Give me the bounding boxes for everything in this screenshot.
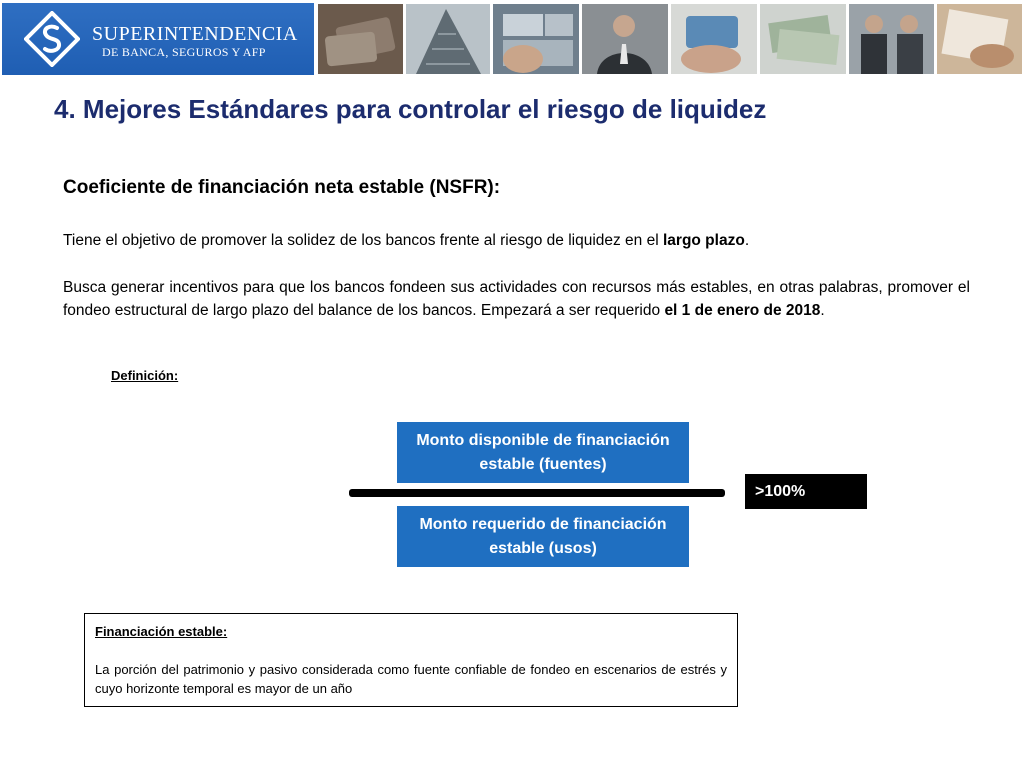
header-banner	[0, 0, 1024, 78]
definition-note-box	[84, 613, 738, 707]
denominator-box	[397, 506, 689, 567]
keyboard-photo	[493, 4, 579, 74]
note-title: Financiación estable:	[95, 624, 228, 639]
definition-label: Definición:	[111, 368, 179, 383]
objective-bold: largo plazo	[662, 232, 745, 249]
sbs-diamond-icon	[24, 11, 80, 67]
fraction-bar	[349, 489, 725, 497]
objective-text: Tiene el objetivo de promover la solidez de los bancos frente al riesgo de liquidez en el	[63, 232, 663, 249]
cards-in-hand-photo	[671, 4, 757, 74]
result-box: >100%	[745, 474, 867, 509]
note-text: La porción del patrimonio y pasivo considerada como fuente confiable de fondeo en escenarios de estrés y cuyo horizonte temporal es mayor de un año	[95, 662, 727, 696]
incentive-paragraph	[63, 276, 970, 322]
incentive-end: .	[820, 302, 825, 319]
businessman-photo	[582, 4, 668, 74]
logo-line1: SUPERINTENDENCIA	[92, 23, 298, 45]
numerator-text: Monto disponible de financiación estable (fuentes)	[416, 431, 670, 473]
building-photo	[406, 4, 490, 74]
documents-photo	[937, 4, 1022, 74]
section-subtitle: Coeficiente de financiación neta estable (NSFR):	[63, 177, 501, 198]
incentive-text: Busca generar incentivos para que los bancos fondeen sus actividades con recursos más estables, en otras palabras, promover el fondeo estructural de largo plazo del balance de los bancos. Empezará a ser requerido	[63, 279, 970, 319]
objective-paragraph	[63, 229, 970, 252]
handshake-photo	[849, 4, 934, 74]
credit-cards-photo	[318, 4, 403, 74]
numerator-box	[397, 422, 689, 483]
denominator-text: Monto requerido de financiación estable (usos)	[419, 515, 667, 557]
objective-end: .	[744, 232, 750, 249]
sbs-logo	[2, 3, 314, 75]
incentive-bold: el 1 de enero de 2018	[664, 302, 821, 319]
cash-photo	[760, 4, 846, 74]
page-title: 4. Mejores Estándares para controlar el riesgo de liquidez	[54, 94, 767, 124]
logo-line2: DE BANCA, SEGUROS Y AFP	[102, 45, 266, 59]
